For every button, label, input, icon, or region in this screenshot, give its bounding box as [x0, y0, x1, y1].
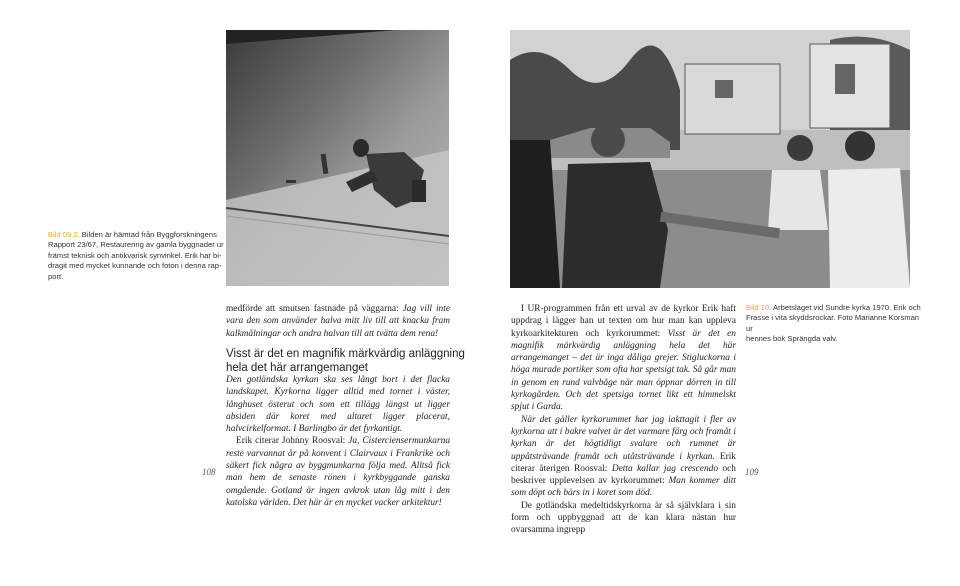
paragraph — [226, 435, 450, 509]
caption-label: Bild 09.2. — [48, 230, 80, 239]
section-heading — [226, 348, 466, 375]
heading-line: Visst är det en magnifik märkvärdig anläggning — [226, 348, 465, 360]
paragraph — [511, 414, 736, 500]
page-number-right: 109 — [745, 467, 759, 477]
text-italic: Man kommer ditt som döpt och bärs in i koret som död. — [511, 476, 736, 499]
text-normal: De gotländska medeltidskyrkorna är så självklara i sin form och uppbyggnad att de kan klara nästan hur ovarsamma ingrepp — [511, 500, 736, 536]
text-italic: Visst är det en magnifik märkvärdig anläggning hela det här arrangemanget – det är inga dåliga grejer. Stigluckorna i höga murade portiker som ofta har spetsigt tak. Så går man in genom en rund valvbåge när man öppnar dörren in till kyrkogården. Och det spetsiga tornet likt ett himmelskt spjut i Garda. — [511, 328, 736, 413]
caption-line: främst teknisk och antikvarisk synvinkel. Erik har bi- — [48, 250, 222, 260]
text-normal: medförde att smutsen fastnade på väggarna: — [226, 304, 403, 314]
paragraph — [511, 303, 736, 414]
text-italic: Ja, Cisterciensermunkarna reste varvannat år på konvent i Clairvaux i Frankrike och säkert fick några av byggmunkarna följa med. Alltså fick man hem de senaste rönen i kyrkbyggande ganska omgående. Gotland är ingen avkrok utan låg mitt i den katolska världen. Det här är en mycket vacker arkitektur! — [226, 436, 451, 508]
caption-line: Bilden är hämtad från Byggforskningens — [79, 230, 217, 239]
caption-line: Frasse i vita skyddsrockar. Foto Marianne Korsman ur — [746, 313, 920, 333]
photo-worker-on-slope — [226, 30, 449, 286]
left-page-body-lower — [226, 374, 450, 509]
page-number-left: 108 — [202, 467, 216, 477]
caption-line: Rapport 23/67, Restaurering av gamla byggnader ur — [48, 240, 224, 250]
text-normal: Erik citerar återigen Roosval: — [511, 451, 736, 474]
caption-line: dragit med mycket kunnande och foton i denna rap- — [48, 261, 222, 271]
photo-work-crew — [510, 30, 910, 288]
text-italic: Detta kallar jag crescendo — [611, 463, 719, 474]
text-normal: Erik citerar Johnny Roosval: — [236, 436, 349, 447]
photo-caption-right — [746, 303, 926, 345]
paragraph — [226, 374, 450, 435]
text-italic: Den gotländska kyrkan ska ses långt bort i det flacka landskapet. Kyrkorna ligger alltid med tornet i väster, långhuset österut och som ett tillägg längst ut ligger absiden där koret med altaret ligger placerat, halvcirkelformat. I Barlingbo är det fyrkantigt. — [226, 375, 450, 435]
text-italic: När det gäller kyrkorummet har jag iakttagit i fler av kyrkorna att i bakre valvet är det varmare färg och framåt i kyrkan är det högtidligt svalare och rummet är uppåtsträvande framåt och utåtsträvande i kyrkan. — [511, 414, 736, 462]
right-page-body — [511, 303, 736, 537]
text-normal: I UR-programmen från ett urval av de kyrkor Erik haft uppdrag i lägger han ut texten om hur man kan uppleva kyrkoarkitekturen och kyrkorummet: — [511, 304, 736, 339]
text-normal: och beskriver upplevelsen av kyrkorummet: — [511, 463, 736, 487]
text-italic: Jag vill inte vara den som använder halva mitt liv till att knacka fram kalkmålningar och andra halvan till att tvätta dem rena! — [226, 304, 451, 339]
paragraph — [511, 500, 736, 537]
paragraph — [226, 303, 450, 340]
caption-line: port. — [48, 271, 64, 281]
left-page-body — [226, 303, 450, 340]
caption-line: hennes bok Sprängda valv. — [746, 334, 838, 344]
caption-label: Bild 10. — [746, 303, 772, 312]
caption-line: Arbetslaget vid Sundre kyrka 1970. Erik och — [771, 303, 921, 312]
photo-caption-left — [48, 230, 226, 282]
heading-line: hela det här arrangemanget — [226, 361, 368, 374]
